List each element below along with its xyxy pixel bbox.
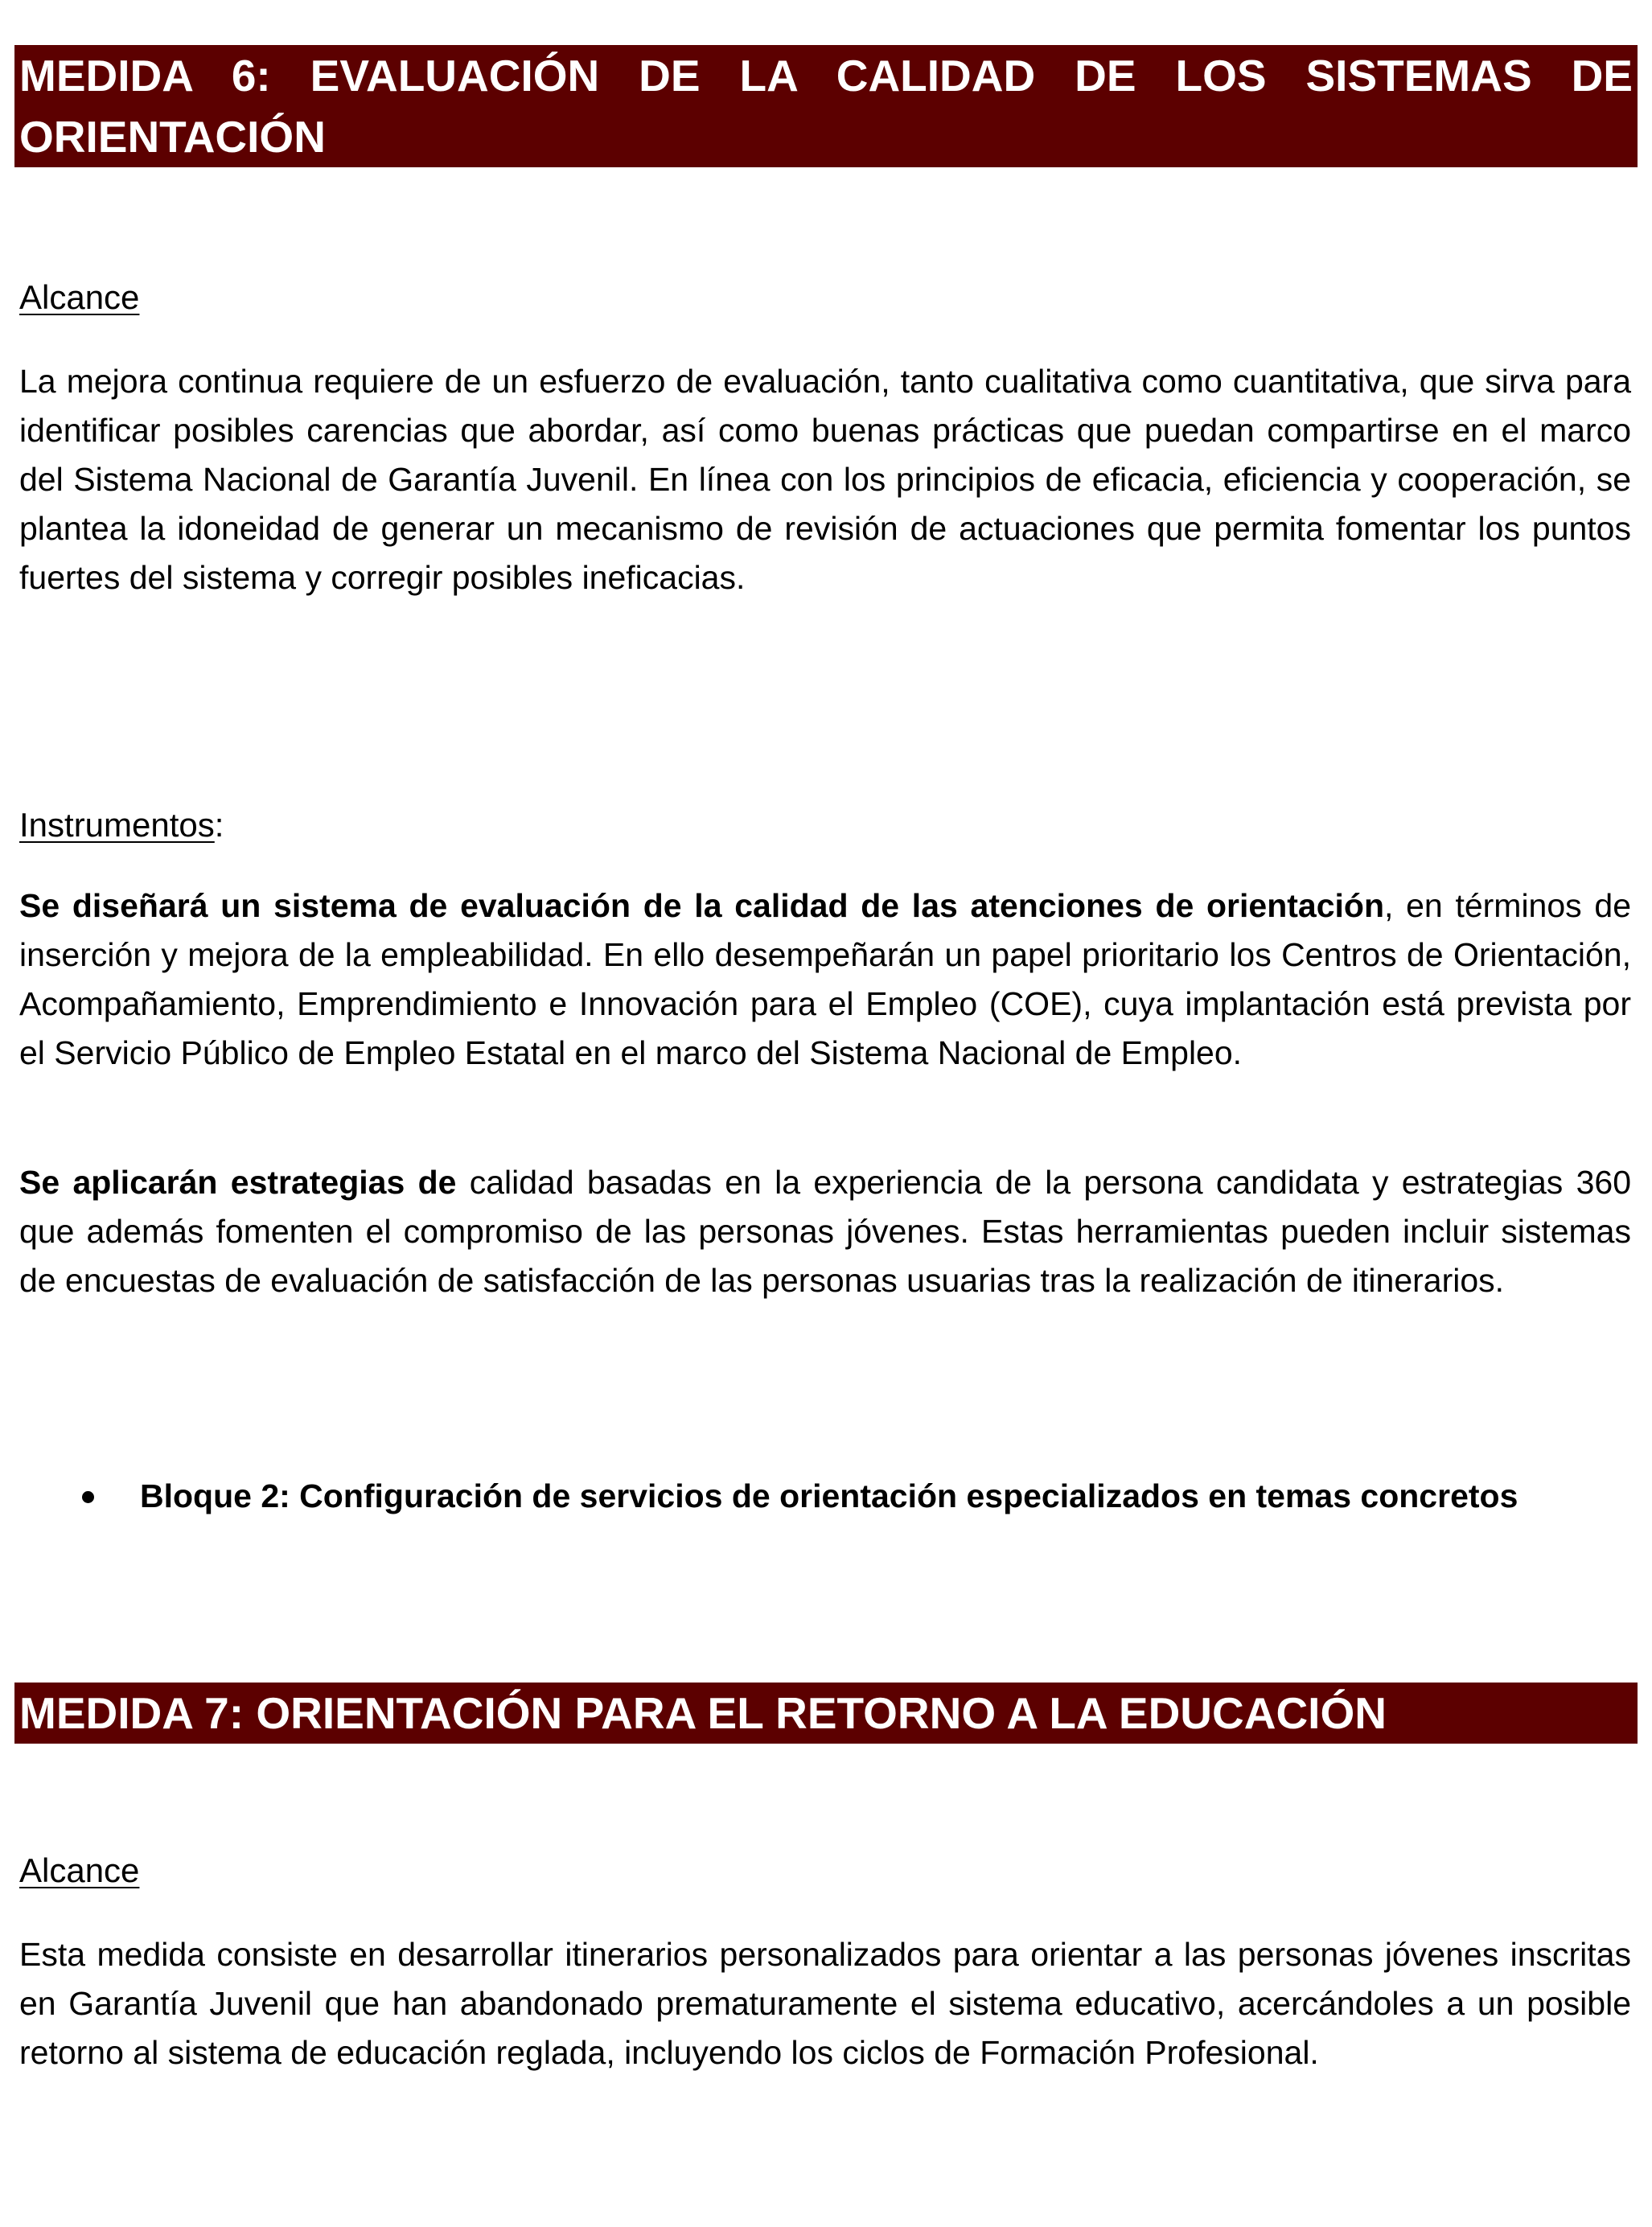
- instrumento-2-bold: Se aplicarán estrategias de: [19, 1164, 457, 1201]
- medida-7-alcance-label: [19, 1850, 139, 1892]
- medida-6-alcance-label: [19, 277, 139, 318]
- instrumento-1-paragraph: [19, 881, 1631, 1078]
- instrumento-1-text: , en términos de inserción y mejora de la empleabilidad. En ello desempeñarán un papel prioritario los Centros de Orientación, Acompañamiento, Emprendimiento e Innovación para el Empleo (COE), cuya implantación está prevista por el Servicio Público de Empleo Estatal en el marco del Sistema Nacional de Empleo.: [19, 887, 1631, 1071]
- medida-6-heading: MEDIDA 6: EVALUACIÓN DE LA CALIDAD DE LOS SISTEMAS DE ORIENTACIÓN: [14, 45, 1638, 167]
- instrumento-1-bold: Se diseñará un sistema de evaluación de la calidad de las atenciones de orientación: [19, 887, 1384, 924]
- alcance-label-text: Alcance: [19, 278, 140, 316]
- medida-7-alcance-paragraph: Esta medida consiste en desarrollar itinerarios personalizados para orientar a las personas jóvenes inscritas en Garantía Juvenil que han abandonado prematuramente el sistema educativo, acercándoles a un posible retorno al sistema de educación reglada, incluyendo los ciclos de Formación Profesional.: [19, 1936, 1631, 2071]
- medida-6-alcance-paragraph: La mejora continua requiere de un esfuerzo de evaluación, tanto cualitativa como cuantitativa, que sirva para identificar posibles carencias que abordar, así como buenas prácticas que puedan compartirse en el marco del Sistema Nacional de Garantía Juvenil. En línea con los principios de eficacia, eficiencia y cooperación, se plantea la idoneidad de generar un mecanismo de revisión de actuaciones que permita fomentar los puntos fuertes del sistema y corregir posibles ineficacias.: [19, 363, 1631, 596]
- instrumentos-colon: :: [214, 806, 224, 844]
- instrumento-2-paragraph: [19, 1158, 1631, 1305]
- instrumentos-label-text: Instrumentos: [19, 806, 215, 844]
- bloque-2-text: Bloque 2: Configuración de servicios de orientación especializados en temas concretos: [140, 1477, 1518, 1514]
- bullet-icon: [82, 1491, 94, 1503]
- medida-7-heading: MEDIDA 7: ORIENTACIÓN PARA EL RETORNO A LA EDUCACIÓN: [14, 1683, 1638, 1744]
- instrumento-2-text: calidad basadas en la experiencia de la persona candidata y estrategias 360 que además fomenten el compromiso de las personas jóvenes. Estas herramientas pueden incluir sistemas de encuestas de evaluación de satisfacción de las personas usuarias tras la realización de itinerarios.: [19, 1164, 1631, 1299]
- instrumentos-label: [19, 804, 224, 846]
- alcance-label-text: Alcance: [19, 1851, 140, 1889]
- bloque-2-list-item: [19, 1472, 1631, 1576]
